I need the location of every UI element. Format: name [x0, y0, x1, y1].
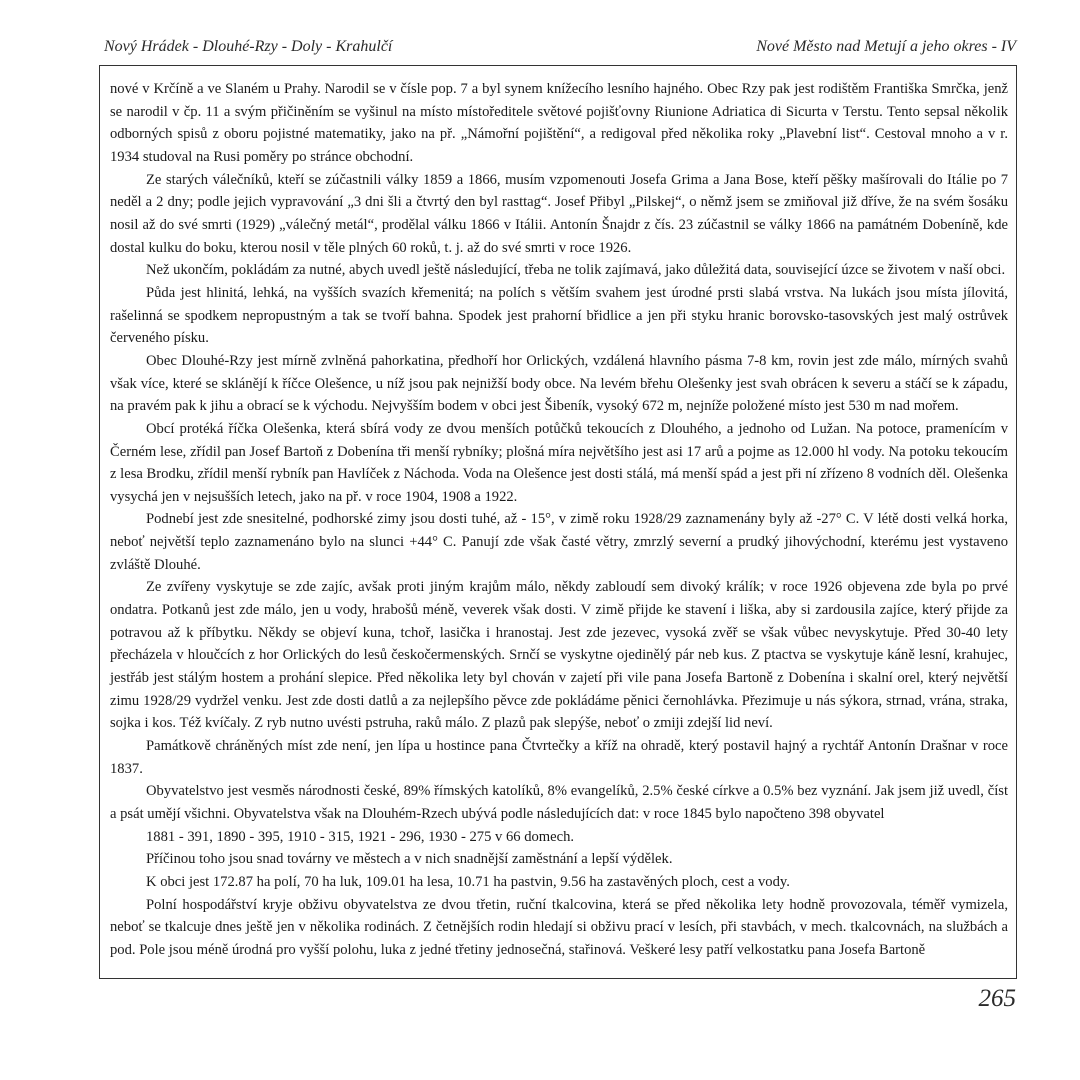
paragraph-agriculture: Polní hospodářství kryje obživu obyvatelstva ze dvou třetin, ruční tkalcovina, která se před několika lety hodně provozovala, téměř vymizela, neboť se tkalcuje dnes ještě jen v několika rodinách. Z četnějších rodin hledají si obživu prací v lesích, při stavbách, v mech. tkalcovnách, na službách a pod. Pole jsou méně úrodná pro vyšší polohu, luka z jedné třetiny jednosečná, stařinová. Veškeré lesy patří velkostatku pana Josefa Bartoně: [110, 896, 1008, 958]
page-number: 265: [978, 985, 1016, 1012]
paragraph-population-figures: 1881 - 391, 1890 - 395, 1910 - 315, 1921 - 296, 1930 - 275 v 66 domech.: [146, 828, 575, 845]
paragraph-population-cause: Příčinou toho jsou snad továrny ve městech a v nich snadnější zaměstnání a lepší výdělek.: [146, 851, 673, 868]
paragraph-continuation: nové v Krčíně a ve Slaném u Prahy. Narodil se v čísle pop. 7 a byl synem knížecího lesního hajného. Obec Rzy pak jest rodištěm Františka Smrčka, jenž se narodil v čp. 11 a svým přičiněním se vyšinul na místo místoředitele světové pojišťovny Riunione Adriatica di Sicurta v Terstu. Tento sepsal několik odborných spisů z oboru pojistné matematiky, jako na př. „Námořní pojištění“, a redigoval před několika roky „Plavební list“. Cestoval mnoho a v r. 1934 studoval na Rusi poměry po stránce obchodní.: [110, 81, 1008, 165]
paragraph-veterans: Ze starých válečníků, kteří se zúčastnili války 1859 a 1866, musím vzpomenouti Josefa Grima a Jana Bose, kteří pěšky mašírovali do Itálie po 7 neděl a 2 dny; podle jejich vypravování „3 dni šli a čtvrtý den byl rasttag“. Josef Přibyl „Pilskej“, o němž jsem se zmiňoval již dříve, že na svém šosáku nosil až do své smrti (1929) „válečný metál“, prodělal válku 1866 v Itálii. Antonín Šnajdr z čís. 23 zúčastnil se války 1866 na památném Dobeníně, kde dostal kulku do boku, kterou nosil v těle plných 60 roků, t. j. až do své smrti v roce 1926.: [110, 171, 1008, 256]
paragraph-river: Obcí protéká říčka Olešenka, která sbírá vody ze dvou menších potůčků tekoucích z Dlouhého, a jednoho od Lužan. Na potoce, pramenícím v Černém lese, zřídil pan Josef Bartoň z Dobenína tři menší rybníky; plošná míra největšího jest asi 17 arů a pojme as 12.000 hl vody. Na potoku tekoucím z lesa Brodku, zřídil menší rybník pan Havlíček z Náchoda. Voda na Olešence jest dosti stálá, má menší spád a jest při ní zřízeno 8 vodních děl. Olešenka vysychá jen v nejsušších letech, jako na př. v roce 1904, 1908 a 1922.: [110, 420, 1008, 505]
paragraph-soil: Půda jest hlinitá, lehká, na vyšších svazích křemenitá; na polích s větším svahem jest úrodné prsti slabá vrstva. Na lukách jsou místa jílovitá, rašelinná se spodkem nepropustným a tak se tvoří bahna. Spodek jest prahorní břidlice a jen při styku hranic borovsko-tasovských jest malý ostrůvek červeného písku.: [110, 284, 1008, 347]
paragraph-intro-data: Než ukončím, pokládám za nutné, abych uvedl ještě následující, třeba ne tolik zajímavá, jako důležitá data, související úzce se životem v naší obci.: [146, 262, 1006, 279]
paragraph-fauna: Ze zvířeny vyskytuje se zde zajíc, avšak proti jiným krajům málo, někdy zabloudí sem divoký králík; v roce 1926 objevena zde byla po prvé ondatra. Potkanů jest zde málo, jen u vody, hrabošů méně, veverek však dosti. V zimě přijde ke stavení i liška, aby si zardousila zajíce, který přijde za potravou až k příbytku. Někdy se objeví kuna, tchoř, lasička i hranostaj. Jest zde jezevec, vysoká zvěř se však vůbec nevyskytuje. Před 30-40 lety přecházela v hloučcích z hor Orlických do lesů českočermenských. Srnčí se vyskytne ojedinělý pár neb kus. Z ptactva se vyskytuje káně lesní, krahujec, jestřáb jest stálým hostem a prohání slepice. Před několika lety byl chován v zajetí při vile pana Josefa Bartoně z Dobenína i skalní orel, který největší zimu 1928/29 vydržel venku. Jest zde dosti datlů a za nejlepšího pěvce zde pokládáme pěnici černohlávka. Přezimuje u nás sýkora, strnad, vrána, straka, sojka i kos. Též kvíčaly. Z ryb nutno uvésti pstruha, raků málo. Z plazů pak slepýše, neboť o zmiji zdejší lid neví.: [110, 579, 1008, 732]
body-text-frame: [99, 65, 1017, 979]
running-header-right: Nové Město nad Metují a jeho okres - IV: [756, 38, 1016, 55]
paragraph-terrain: Obec Dlouhé-Rzy jest mírně zvlněná pahorkatina, předhoří hor Orlických, vzdálená hlavního pásma 7-8 km, rovin jest zde málo, mírných svahů však více, které se sklánějí k říčce Olešence, u níž jsou pak nejnižší body obce. Na levém břehu Olešenky jest svah obrácen k severu a stáčí se k západu, na pravém pak k jihu a obrací se k východu. Nejvyšším bodem v obci jest Šibeník, vysoký 672 m, nejníže položené místo jest 530 m nad mořem.: [110, 352, 1008, 415]
paragraph-monuments: Památkově chráněných míst zde není, jen lípa u hostince pana Čtvrtečky a kříž na ohradě, který postavil hajný a rychtář Antonín Drašnar v roce 1837.: [110, 738, 1008, 777]
running-header-left: Nový Hrádek - Dlouhé-Rzy - Doly - Krahulčí: [104, 38, 393, 55]
paragraph-climate: Podnebí jest zde snesitelné, podhorské zimy jsou dosti tuhé, až - 15°, v zimě roku 1928/29 zaznamenány byly až -27° C. V létě dosti velká horka, neboť největší teplo zaznamenáno bylo na slunci +44° C. Panují zde však časté větry, zmrzlý severní a prudký jihovýchodní, kterému jest vystaveno zvláště Dlouhé.: [110, 511, 1008, 573]
paragraph-land-use: K obci jest 172.87 ha polí, 70 ha luk, 109.01 ha lesa, 10.71 ha pastvin, 9.56 ha zastavěných ploch, cest a vody.: [146, 873, 790, 890]
paragraph-population: Obyvatelstvo jest vesměs národnosti české, 89% římských katolíků, 8% evangelíků, 2.5% české církve a 0.5% bez vyznání. Jak jsem již uvedl, číst a psát umějí všichni. Obyvatelstva však na Dlouhém-Rzech ubývá podle následujících dat: v roce 1845 bylo napočteno 398 obyvatel: [110, 783, 1008, 822]
